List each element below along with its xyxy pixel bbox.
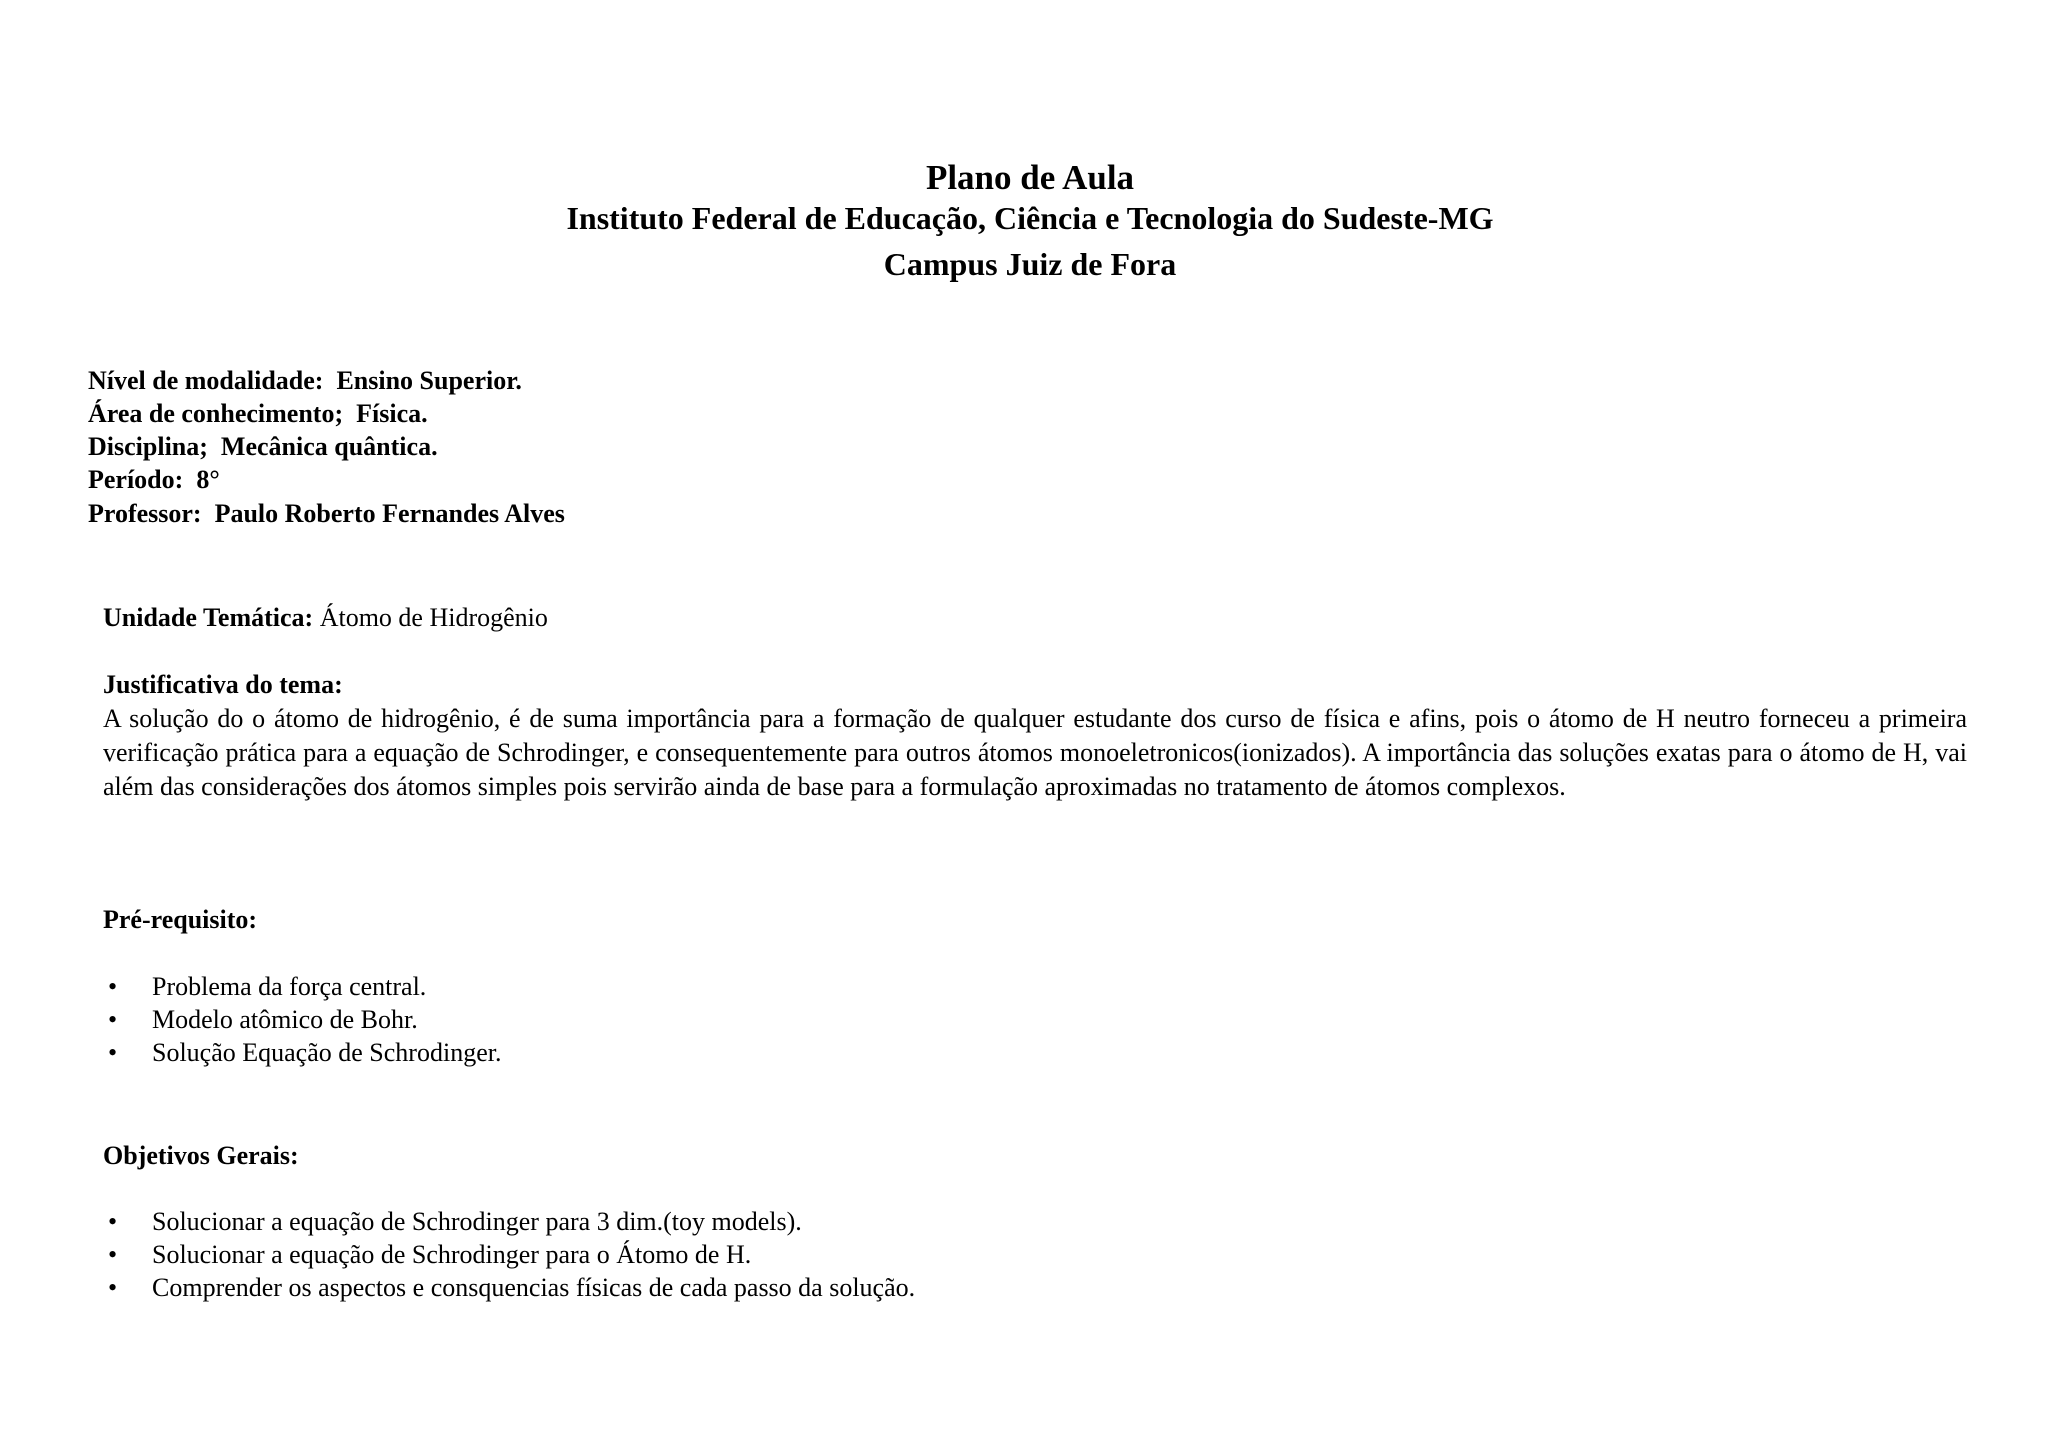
bullet-icon: • xyxy=(108,972,118,1001)
list-item xyxy=(108,1205,915,1238)
objetivos-title: Objetivos Gerais: xyxy=(103,1141,299,1170)
list-item-text: Problema da força central. xyxy=(152,972,427,1001)
meta-periodo xyxy=(88,463,220,497)
unidade-label: Unidade Temática: xyxy=(103,603,314,632)
prerequisito-list xyxy=(108,970,501,1069)
meta-value: Paulo Roberto Fernandes Alves xyxy=(214,499,565,528)
institution-name: Instituto Federal de Educação, Ciência e Tecnologia do Sudeste-MG xyxy=(566,200,1494,236)
meta-label: Área de conhecimento; xyxy=(88,399,344,428)
meta-disciplina xyxy=(88,430,438,464)
list-item-text: Solucionar a equação de Schrodinger para 3 dim.(toy models). xyxy=(152,1207,802,1236)
list-item-text: Solucionar a equação de Schrodinger para o Átomo de H. xyxy=(152,1240,752,1269)
meta-label: Professor: xyxy=(88,499,202,528)
meta-value: Mecânica quântica. xyxy=(220,432,438,461)
unidade-tematica xyxy=(103,601,548,635)
meta-value: Física. xyxy=(356,399,428,428)
bullet-icon: • xyxy=(108,1038,118,1067)
document-title: Plano de Aula xyxy=(925,158,1135,197)
meta-value: Ensino Superior. xyxy=(336,366,522,395)
list-item xyxy=(108,1003,501,1036)
list-item xyxy=(108,1036,501,1069)
unidade-value: Átomo de Hidrogênio xyxy=(319,603,548,632)
meta-professor xyxy=(88,497,565,531)
meta-label: Nível de modalidade: xyxy=(88,366,324,395)
meta-label: Período: xyxy=(88,465,184,494)
prerequisito-title: Pré-requisito: xyxy=(103,905,258,934)
list-item-text: Modelo atômico de Bohr. xyxy=(152,1005,418,1034)
bullet-icon: • xyxy=(108,1240,118,1269)
list-item-text: Solução Equação de Schrodinger. xyxy=(152,1038,502,1067)
list-item xyxy=(108,1271,915,1304)
justificativa-text: A solução do o átomo de hidrogênio, é de suma importância para a formação de qualquer estudante dos curso de física e afins, pois o átomo de H neutro forneceu a primeira verificação prática para a equação de Schrodinger, e consequentemente para outros átomos monoeletronicos(ionizados). A importância das soluções exatas para o átomo de H, vai além das considerações dos átomos simples pois servirão ainda de base para a formulação aproximadas no tratamento de átomos complexos. xyxy=(103,704,1967,801)
campus-name: Campus Juiz de Fora xyxy=(883,246,1177,282)
bullet-icon: • xyxy=(108,1005,118,1034)
bullet-icon: • xyxy=(108,1207,118,1236)
list-item xyxy=(108,1238,915,1271)
list-item xyxy=(108,970,501,1003)
meta-label: Disciplina; xyxy=(88,432,208,461)
list-item-text: Comprender os aspectos e consquencias físicas de cada passo da solução. xyxy=(152,1273,916,1302)
justificativa-title: Justificativa do tema: xyxy=(103,670,343,699)
objetivos-list xyxy=(108,1205,915,1304)
bullet-icon: • xyxy=(108,1273,118,1302)
meta-value: 8° xyxy=(196,465,220,494)
meta-area xyxy=(88,397,428,431)
meta-modalidade xyxy=(88,364,522,398)
